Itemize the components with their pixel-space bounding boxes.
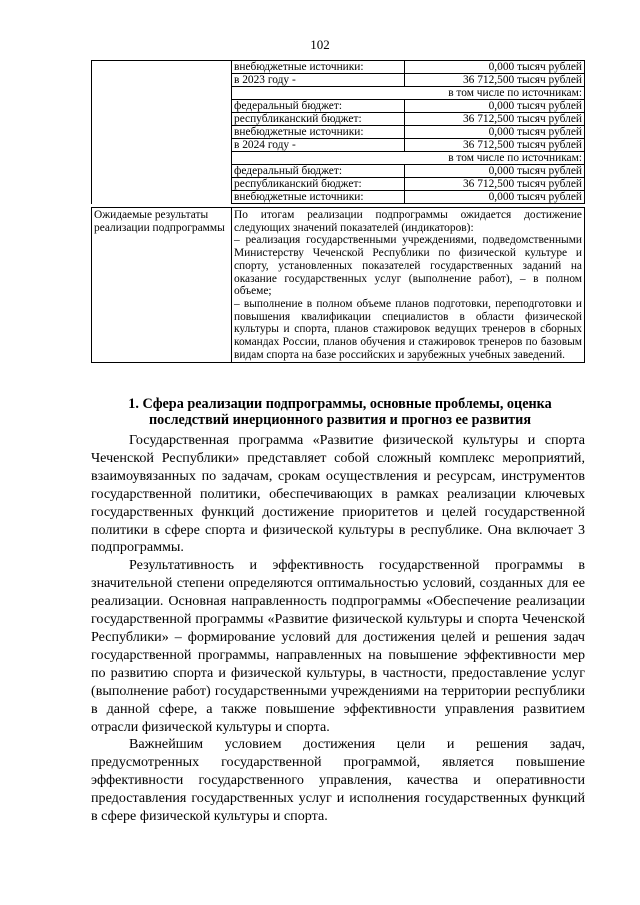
page-number: 102 [310, 37, 330, 52]
body-text [91, 432, 585, 826]
empty-left-cell [92, 61, 232, 204]
sources-subheading: в том числе по источникам: [232, 152, 585, 165]
table-row [92, 61, 585, 74]
budget-label: внебюджетные источники: [232, 126, 405, 139]
budget-value: 0,000 тысяч рублей [405, 100, 585, 113]
budget-value: 36 712,500 тысяч рублей [405, 139, 585, 152]
results-paragraph: – выполнение в полном объеме планов подготовки, переподготовки и повышения квалификации специалистов в области физической культуры и спорта, планов стажировок ведущих тренеров в сборных командах России, планов обучения и стажировок тренеров по базовым видам спорта на базе российских и зарубежных учебных заведений. [234, 297, 582, 361]
budget-value: 0,000 тысяч рублей [405, 165, 585, 178]
budget-label: федеральный бюджет: [232, 100, 405, 113]
body-paragraph: Государственная программа «Развитие физической культуры и спорта Чеченской Республики» представляет собой сложный комплекс мероприятий, взаимоувязанных по задачам, срокам осуществления и ресурсам, инструментов государственной политики, обеспечивающих в рамках реализации ключевых государственных функций достижение приоритетов и целей государственной политики в сфере спорта и физической культуры в республике. Она включает 3 подпрограммы. [91, 432, 585, 556]
budget-value: 0,000 тысяч рублей [405, 126, 585, 139]
budget-label: внебюджетные источники: [232, 61, 405, 74]
sources-subheading: в том числе по источникам: [232, 87, 585, 100]
budget-value: 0,000 тысяч рублей [405, 61, 585, 74]
budget-value: 0,000 тысяч рублей [405, 191, 585, 204]
budget-label: внебюджетные источники: [232, 191, 405, 204]
budget-value: 36 712,500 тысяч рублей [405, 113, 585, 126]
expected-results-table [91, 207, 585, 363]
expected-results-label: Ожидаемые результаты реализации подпрограммы [92, 208, 232, 363]
budget-label: федеральный бюджет: [232, 165, 405, 178]
results-paragraph: – реализация государственными учреждениями, подведомственными Министерству Чеченской Республики по физической культуре и спорту, установленных показателей государственных заданий на оказание государственных услуг (выполнение работ), – в полном объеме; [234, 234, 582, 298]
section-heading: 1. Сфера реализации подпрограммы, основные проблемы, оценка последствий инерционного развития и прогноз ее развития [128, 396, 552, 428]
table-row [92, 208, 585, 363]
budget-label: в 2023 году - [232, 74, 405, 87]
results-paragraph: По итогам реализации подпрограммы ожидается достижение следующих значений показателей (индикаторов): [234, 209, 582, 234]
budget-label: республиканский бюджет: [232, 113, 405, 126]
expected-results-text [232, 208, 585, 363]
budget-table [91, 60, 585, 204]
budget-label: в 2024 году - [232, 139, 405, 152]
body-paragraph: Важнейшим условием достижения цели и решения задач, предусмотренных государственной программой, является повышение эффективности государственного управления, качества и оперативности предоставления государственных услуг и исполнения государственных функций в сфере физической культуры и спорта. [91, 736, 585, 825]
budget-label: республиканский бюджет: [232, 178, 405, 191]
budget-value: 36 712,500 тысяч рублей [405, 178, 585, 191]
budget-value: 36 712,500 тысяч рублей [405, 74, 585, 87]
body-paragraph: Результативность и эффективность государственной программы в значительной степени определяются оптимальностью условий, созданных для ее реализации. Основная направленность подпрограммы «Обеспечение реализации государственной программы «Развитие физической культуры и спорта Чеченской Республики» – формирование условий для достижения целей и решения задач государственной программы, направленных на повышение эффективности мер по развитию спорта и физической культуры, в частности, предоставление услуг (выполнение работ) государственными учреждениями на территории республики в данной сфере, а также повышение эффективности управления развитием отрасли физической культуры и спорта. [91, 557, 585, 735]
